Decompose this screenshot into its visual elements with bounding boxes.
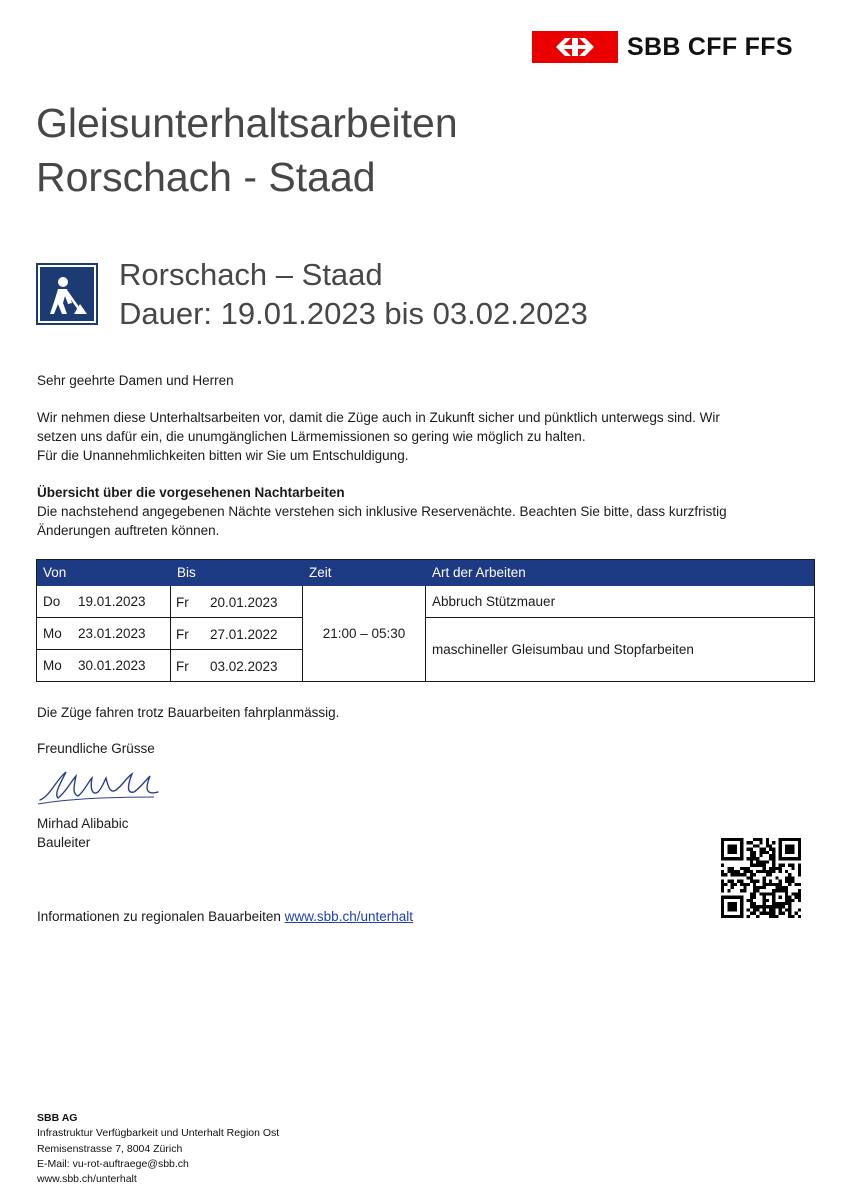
row-1-from-day: Do (43, 594, 61, 609)
overview-line: Änderungen auftreten können. (37, 523, 220, 538)
sbb-arrows-icon (532, 31, 618, 63)
handwritten-signature (36, 766, 166, 813)
signer-name: Mirhad Alibabic (37, 816, 129, 831)
row-divider (425, 617, 814, 618)
info-text: Informationen zu regionalen Bauarbeiten (37, 909, 285, 924)
footer-line: www.sbb.ch/unterhalt (37, 1173, 137, 1186)
construction-worker-icon (36, 263, 98, 325)
work-time: 21:00 – 05:30 (322, 626, 406, 641)
footer-company: SBB AG (37, 1112, 78, 1124)
schedule-table (36, 559, 815, 682)
row-2-to-date: 27.01.2022 (210, 627, 278, 642)
footer-line: Remisenstrasse 7, 8004 Zürich (37, 1142, 183, 1155)
header-von: Von (37, 560, 171, 586)
closing-sentence: Die Züge fahren trotz Bauarbeiten fahrplanmässig. (37, 705, 340, 720)
column-divider (425, 586, 426, 682)
intro-paragraph (37, 408, 807, 465)
row-3-from-date: 30.01.2023 (78, 658, 146, 673)
row-3-to-date: 03.02.2023 (210, 659, 278, 674)
row-1-to-day: Fr (176, 595, 189, 610)
intro-line: Für die Unannehmlichkeiten bitten wir Sie um Entschuldigung. (37, 448, 409, 463)
greeting: Sehr geehrte Damen und Herren (37, 373, 234, 388)
row-divider (37, 649, 302, 650)
work-type-2: maschineller Gleisumbau und Stopfarbeiten (432, 642, 694, 657)
row-divider (37, 617, 302, 618)
row-2-from-date: 23.01.2023 (78, 626, 146, 641)
info-line (37, 907, 413, 926)
row-2-to-day: Fr (176, 627, 189, 642)
page-title-line-1: Gleisunterhaltsarbeiten (36, 100, 458, 146)
overview-line: Die nachstehend angegebenen Nächte verstehen sich inklusive Reservenächte. Beachten Sie bitte, dass kurzfristig (37, 504, 727, 519)
column-divider (170, 586, 171, 682)
page-title-line-2: Rorschach - Staad (36, 154, 376, 200)
overview-heading: Übersicht über die vorgesehenen Nachtarbeiten (37, 485, 345, 500)
duration-subtitle: Dauer: 19.01.2023 bis 03.02.2023 (119, 296, 588, 331)
qr-code[interactable] (721, 838, 801, 918)
info-link[interactable]: www.sbb.ch/unterhalt (284, 909, 413, 924)
row-2-from-day: Mo (43, 626, 62, 641)
row-1-to-date: 20.01.2023 (210, 595, 278, 610)
footer-address (37, 1111, 279, 1187)
signer-role: Bauleiter (37, 835, 91, 850)
intro-line: Wir nehmen diese Unterhaltsarbeiten vor, damit die Züge auch in Zukunft sicher und pünktlich unterwegs sind. Wir (37, 410, 720, 425)
footer-line: Infrastruktur Verfügbarkeit und Unterhalt Region Ost (37, 1127, 280, 1140)
header-bis: Bis (171, 560, 303, 586)
header-zeit: Zeit (303, 560, 426, 586)
sbb-logo (532, 30, 793, 64)
row-3-to-day: Fr (176, 659, 189, 674)
brand-name: SBB CFF FFS (627, 32, 793, 61)
header-art: Art der Arbeiten (426, 560, 814, 586)
row-1-from-date: 19.01.2023 (78, 594, 146, 609)
regards: Freundliche Grüsse (37, 741, 155, 756)
footer-line: E-Mail: vu-rot-auftraege@sbb.ch (37, 1157, 189, 1170)
overview-paragraph (37, 502, 807, 540)
work-type-1: Abbruch Stützmauer (432, 594, 556, 609)
intro-line: setzen uns dafür ein, die unumgänglichen Lärmemissionen so gering wie möglich zu halten. (37, 429, 586, 444)
row-3-from-day: Mo (43, 658, 62, 673)
route-subtitle: Rorschach – Staad (119, 257, 383, 292)
